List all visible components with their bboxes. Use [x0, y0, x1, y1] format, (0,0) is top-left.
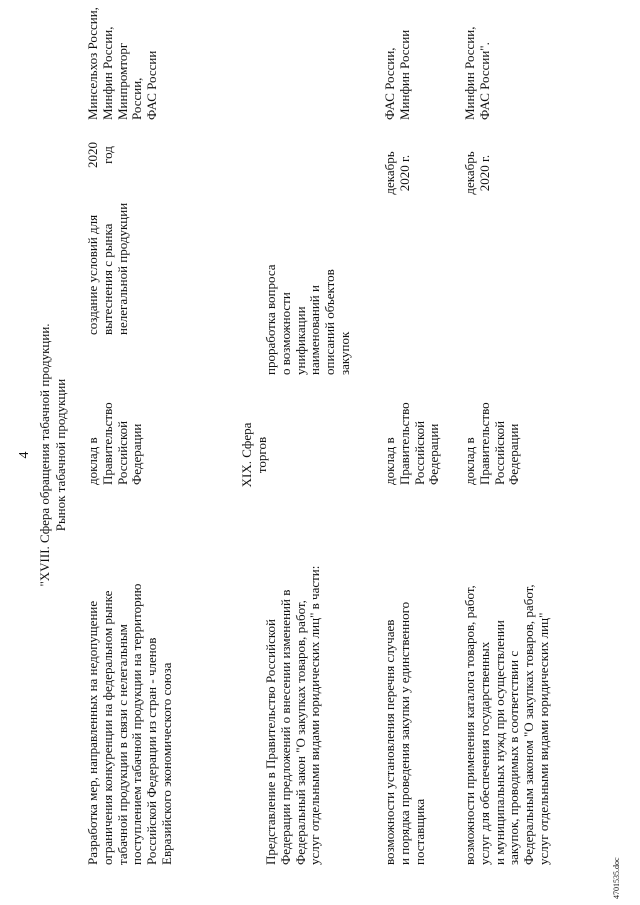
page-number: 4	[17, 451, 32, 459]
row-1-result: создание условий для вытеснения с рынка нелегальной продукции	[85, 202, 130, 335]
row-1-responsible: Минсельхоз России, Минфин России, Минпромторг России, ФАС России	[85, 7, 160, 120]
row-1-measure: Разработка мер, направленных на недопущение ограничения конкуренции на федеральном рынке табачной продукции в связи с нелегальным поступлением табачной продукции на территорию Российской Федерации из стран - членов Евразийского экономического союза	[85, 583, 174, 865]
row-1-document: доклад в Правительство Российской Федерации	[85, 402, 145, 485]
row-2-result: проработка вопроса о возможности унификации наименований и описаний объектов закупок	[263, 264, 352, 375]
row-4-deadline: декабрь 2020 г.	[462, 151, 492, 195]
row-4-document: доклад в Правительство Российской Федерации	[462, 402, 522, 485]
row-3-document: доклад в Правительство Российской Федерации	[382, 402, 442, 485]
row-4-responsible: Минфин России, ФАС России".	[462, 26, 492, 120]
row-1-deadline: 2020 год	[85, 142, 115, 168]
row-2-measure: Представление в Правительство Российской Федерации предложений о внесении изменений в Федеральный закон "О закупках товаров, работ, услуг отдельными видами юридических лиц" в части:	[263, 565, 323, 865]
row-3-responsible: ФАС России, Минфин России	[382, 29, 412, 120]
row-3-deadline: декабрь 2020 г.	[382, 151, 412, 195]
file-code-footer: 4701535.doc	[612, 857, 621, 899]
section-18-subtitle: Рынок табачной продукции	[53, 378, 68, 532]
section-19-title: XIX. Сфера торгов	[239, 422, 269, 488]
section-18-title: "XVIII. Сфера обращения табачной продукции.	[37, 323, 52, 587]
row-3-measure: возможности установления перечня случаев и порядка проведения закупки у единственного поставщика	[382, 601, 427, 865]
row-4-measure: возможности применения каталога товаров, работ, услуг для обеспечения государственных и муниципальных нужд при осуществлении закупок, проводимых в соответствии с Федеральным законом "О закупках товаров, работ, услуг отдельными видами юридических лиц"	[462, 584, 551, 865]
